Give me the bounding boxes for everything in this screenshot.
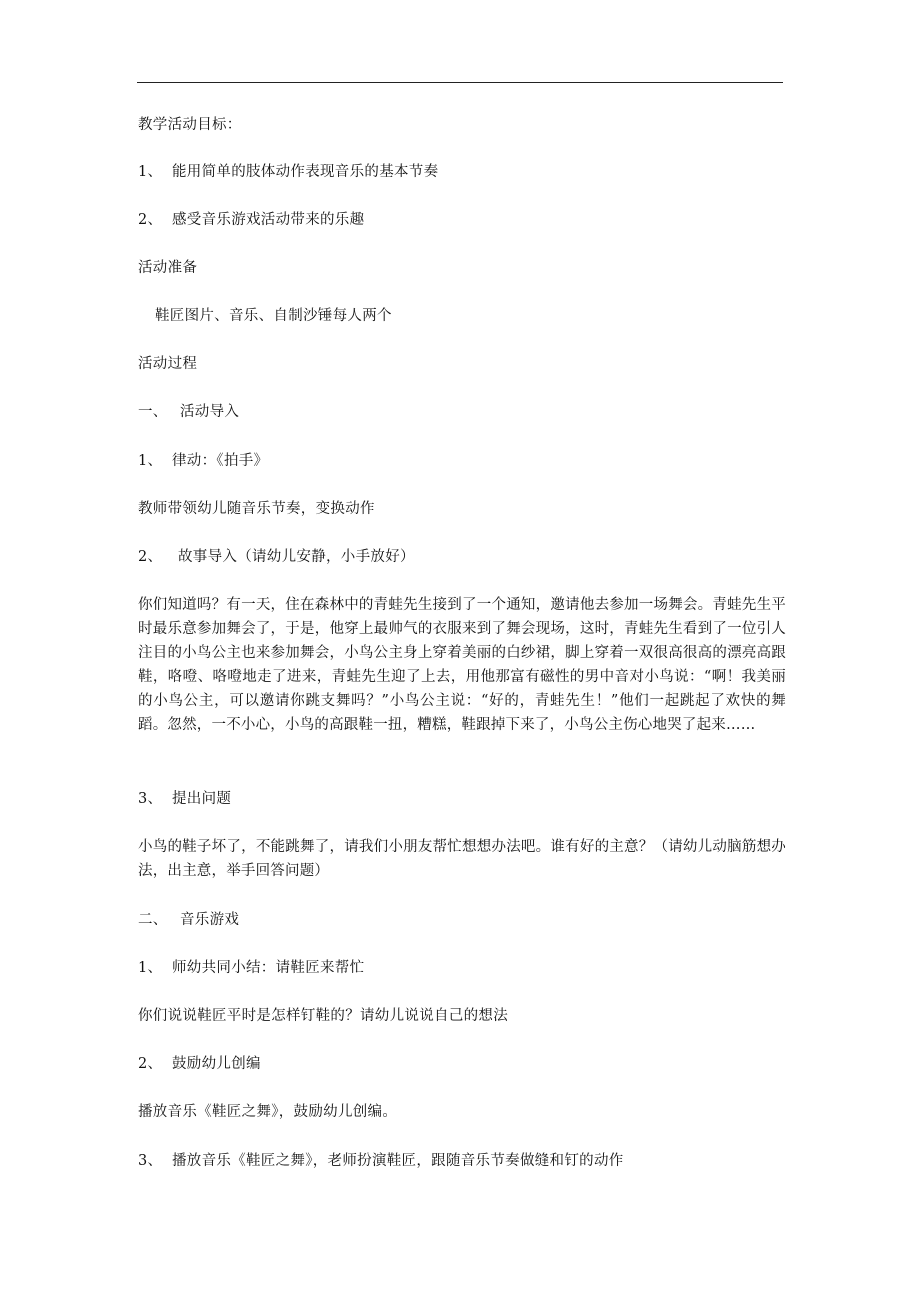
item-number: 3、 [138,791,163,807]
header-rule [137,82,783,83]
item-text: 故事导入（请幼儿安静，小手放好） [178,549,415,565]
section-text: 活动导入 [180,404,240,420]
item-number: 2、 [138,1056,163,1072]
section-2-heading [138,911,239,929]
section-1-heading [138,403,239,421]
item-text: 提出问题 [172,791,232,807]
prep-body: 鞋匠图片、音乐、自制沙锤每人两个 [155,308,392,324]
step-2-1-body: 你们说说鞋匠平时是怎样钉鞋的？请幼儿说说自己的想法 [138,1008,508,1024]
item-text: 律动：《拍手》 [172,453,269,469]
item-number: 2、 [138,549,163,565]
step-2-2-body: 播放音乐《鞋匠之舞》，鼓励幼儿创编。 [138,1104,398,1120]
step-1-1-body: 教师带领幼儿随音乐节奏，变换动作 [138,501,375,517]
section-text: 音乐游戏 [180,912,240,928]
question-paragraph: 小鸟的鞋子坏了，不能跳舞了，请我们小朋友帮忙想想办法吧。谁有好的主意？（请幼儿动脑筋想办法，出主意，举手回答问题） [138,839,786,879]
section-number: 一、 [138,404,168,420]
item-text: 感受音乐游戏活动带来的乐趣 [172,212,365,228]
process-title: 活动过程 [138,356,198,372]
goal-item-1 [138,163,438,181]
story-paragraph: 你们知道吗？有一天，住在森林中的青蛙先生接到了一个通知，邀请他去参加一场舞会。青蛙先生平时最乐意参加舞会了，于是，他穿上最帅气的衣服来到了舞会现场，这时，青蛙先生看到了一位引人注目的小鸟公主也来参加舞会，小鸟公主身上穿着美丽的白纱裙，脚上穿着一双很高很高的漂亮高跟鞋，咯噔、咯噔地走了进来，青蛙先生迎了上去，用他那富有磁性的男中音对小鸟说：“啊！我美丽的小鸟公主，可以邀请你跳支舞吗？”小鸟公主说：“好的，青蛙先生！”他们一起跳起了欢快的舞蹈。忽然，一不小心，小鸟的高跟鞋一扭，糟糕，鞋跟掉下来了，小鸟公主伤心地哭了起来…… [138,597,786,733]
item-text: 鼓励幼儿创编 [172,1056,261,1072]
item-number: 3、 [138,1153,163,1169]
goal-title: 教学活动目标： [138,117,242,133]
prep-title: 活动准备 [138,260,198,276]
step-2-1 [138,959,364,977]
item-number: 2、 [138,212,163,228]
item-number: 1、 [138,164,163,180]
step-1-3 [138,790,231,808]
item-text: 播放音乐《鞋匠之舞》，老师扮演鞋匠，跟随音乐节奏做缝和钉的动作 [172,1153,624,1169]
item-text: 师幼共同小结：请鞋匠来帮忙 [172,960,365,976]
step-2-2 [138,1055,261,1073]
step-1-1 [138,452,268,470]
section-number: 二、 [138,912,168,928]
item-text: 能用简单的肢体动作表现音乐的基本节奏 [172,164,439,180]
step-2-3 [138,1152,624,1170]
goal-item-2 [138,211,364,229]
step-1-2 [138,548,415,566]
item-number: 1、 [138,453,163,469]
item-number: 1、 [138,960,163,976]
